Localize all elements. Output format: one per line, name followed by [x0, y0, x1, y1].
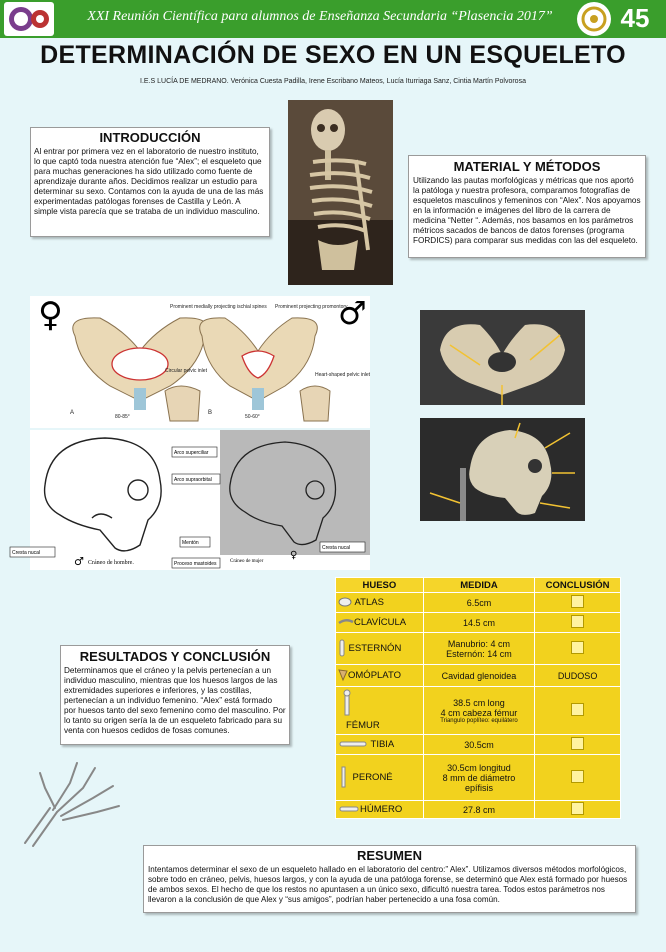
bone-cell: [336, 801, 424, 819]
table-row: [336, 755, 621, 801]
male-symbol-icon: [571, 595, 584, 608]
bone-cell: [336, 593, 424, 613]
female-symbol-icon: [571, 615, 584, 628]
atlas-bone-icon: [338, 597, 352, 609]
conclusion-cell: [535, 735, 621, 755]
female-symbol-icon: [571, 703, 584, 716]
male-skull-symbol: ♂: [74, 555, 84, 568]
hand-bones-drawing: [15, 748, 130, 848]
pelvis-photo: [420, 310, 585, 405]
pelvis-label-ischial: Prominent medially projecting ischial spines: [170, 304, 267, 310]
femur-bone-icon: [342, 690, 352, 720]
female-symbol-icon: [571, 802, 584, 815]
female-symbol-icon: [571, 770, 584, 783]
conclusion-cell: [535, 613, 621, 633]
measure-cell: [423, 755, 534, 801]
measure-cell: [423, 613, 534, 633]
sternum-bone-icon: [338, 639, 346, 659]
header-bone: HUESO: [336, 578, 424, 593]
bone-name: HÚMERO: [360, 804, 403, 816]
measure-cell: [423, 633, 534, 665]
skull-label-menton: Mentón: [182, 540, 199, 546]
bone-cell: [336, 633, 424, 665]
skull-comparison-figure: [12, 430, 370, 570]
table-row: [336, 801, 621, 819]
bone-name: ESTERNÓN: [348, 643, 402, 654]
female-skull-symbol: ♀: [290, 550, 298, 561]
measure-value: Manubrio: 4 cm: [447, 638, 510, 649]
male-symbol-icon: [571, 641, 584, 654]
material-methods-box: [408, 155, 646, 258]
table-row: [336, 665, 621, 687]
measure-note: epífisis: [464, 782, 493, 793]
table-row: [336, 593, 621, 613]
material-methods-text: Utilizando las pautas morfológicas y métricas que nos aportó la patóloga y nuestra profesora, comparamos fotografías de esqueletos masculinos y femeninos con “Alex”. Nos apoyamos en la información e imágenes del libro de la carrera de medicina “Netter “. Además, nos basamos en los parámetros métricos sacados de bancos de datos forenses (programa FORDICS) para comparar sus medidas con las del esqueleto.: [413, 176, 641, 245]
scapula-bone-icon: [338, 669, 348, 683]
pelvis-label-heart: Heart-shaped pelvic inlet: [315, 372, 371, 378]
pelvis-angle-female: 80-85°: [115, 414, 130, 420]
poster-title: DETERMINACIÓN DE SEXO EN UN ESQUELETO: [40, 41, 626, 69]
table-row: [336, 687, 621, 735]
measure-note: Triangulo poplíteo: equilátero: [440, 717, 518, 724]
male-skull-caption: Cráneo de hombre.: [88, 560, 134, 566]
measure-cell: [423, 735, 534, 755]
bone-name: OMÓPLATO: [348, 670, 401, 681]
conclusion-cell: [535, 593, 621, 613]
bone-cell: [336, 755, 424, 801]
measure-value: 14.5 cm: [462, 617, 495, 628]
bone-cell: [336, 613, 424, 633]
table-header-row: [336, 578, 621, 593]
summary-text: Intentamos determinar el sexo de un esqueleto hallado en el laboratorio del centro:” Alex”. Utilizamos diversos métodos morfológicos, sobre todo en cráneo, pelvis, huesos largos, y con la ayuda de una patóloga forense, se determinó que Alex está formado por huesos de ambos sexos. El hecho de que los restos no apuntasen a un único sexo, dificultó nuestra tarea. Todos estos parámetros nos llevaron a la conclusión de que Alex y “sus amigos”, podrían haber pertenecido a una fosa común.: [148, 865, 628, 904]
pelvis-label-promontory: Prominent projecting promontory: [275, 304, 348, 310]
skull-label-cresta-right: Cresta nucal: [322, 545, 351, 551]
conclusion-cell: [535, 801, 621, 819]
male-symbol: ♂: [338, 294, 367, 332]
bones-table: [335, 577, 621, 819]
measure-value: Cavidad glenoidea: [441, 670, 517, 681]
bone-cell: [336, 735, 424, 755]
conclusion-cell: [535, 755, 621, 801]
skeleton-photo: [288, 100, 393, 285]
pelvis-label-a: A: [70, 410, 75, 416]
humerus-bone-icon: [338, 805, 360, 815]
conclusion-cell: [535, 687, 621, 735]
introduction-box: [30, 127, 270, 237]
introduction-text: Al entrar por primera vez en el laboratorio de nuestro instituto, lo que captó toda nuestra atención fue “Alex”; el esqueleto que para muchas generaciones ha sido utilizado como fuente de aprendizaje durante años. Decidimos realizar un estudio para determinar su sexo. Contamos con la ayuda de una de las más experimentadas patólogas forenses de Castilla y León. A simple vista parecía que se trataba de un individuo masculino.: [34, 147, 264, 216]
pelvis-comparison-figure: [30, 296, 370, 428]
authors-line: I.E.S LUCÍA DE MEDRANO. Verónica Cuesta Padilla, Irene Escribano Mateos, Lucía Iturriaga Sanz, Cintia Martín Polvorosa: [140, 78, 526, 85]
measure-value-2: 8 mm de diámetro: [442, 772, 516, 783]
female-symbol: ♀: [38, 295, 63, 335]
bone-name: PERONÉ: [352, 772, 393, 783]
material-methods-heading: MATERIAL Y MÉTODOS: [453, 159, 601, 174]
results-box: [60, 645, 290, 745]
summary-heading: RESUMEN: [356, 848, 422, 863]
clavicle-bone-icon: [338, 618, 354, 628]
male-skull-drawing: [45, 438, 162, 551]
female-symbol-icon: [571, 737, 584, 750]
pelvis-label-circular: Circular pelvic inlet: [165, 368, 207, 374]
measure-value: 27.8 cm: [462, 804, 495, 815]
skull-label-superciliar: Arco superciliar: [174, 450, 209, 456]
summary-box: [143, 845, 636, 913]
table-row: [336, 613, 621, 633]
measure-cell: [423, 593, 534, 613]
table-row: [336, 633, 621, 665]
skull-label-cresta-left: Cresta nucal: [12, 550, 41, 556]
measure-cell: [423, 665, 534, 687]
female-skull-caption: Cráneo de mujer: [230, 559, 264, 564]
conference-logo: [577, 2, 611, 36]
introduction-heading: INTRODUCCIÓN: [99, 130, 201, 145]
pelvis-angle-male: 50-60°: [245, 414, 260, 420]
header-conclusion: CONCLUSIÓN: [535, 578, 621, 593]
poster-number: 45: [620, 3, 650, 33]
measure-cell: [423, 801, 534, 819]
male-pelvis-drawing: [200, 318, 318, 410]
bone-name: FÉMUR: [346, 720, 380, 732]
results-text: Determinamos que el cráneo y la pelvis pertenecían a un individuo masculino, mientras que los huesos largos de las extremidades superiores e inferiores, y las costillas, pertenecían a un individuo femenino. “Alex” está formado por huesos tanto del sexo femenino como del masculino. Por lo tanto su origen sería la de un esqueleto fabricado para su venta con huesos cedidos de fosas comunes.: [64, 666, 286, 735]
conference-title: XXI Reunión Científica para alumnos de Enseñanza Secundaria “Plasencia 2017”: [87, 9, 553, 24]
bone-cell: [336, 687, 424, 735]
school-logo: [4, 2, 54, 36]
measure-value-2: Esternón: 14 cm: [446, 648, 512, 659]
skull-photo: [420, 418, 585, 521]
tibia-bone-icon: [338, 740, 368, 750]
measure-value-2: 4 cm cabeza fémur: [440, 707, 518, 718]
fibula-bone-icon: [338, 766, 350, 790]
bone-name: CLAVÍCULA: [354, 617, 407, 629]
measure-value: 30.5cm: [464, 739, 494, 750]
conclusion-value: DUDOSO: [557, 670, 598, 681]
header-measure: MEDIDA: [423, 578, 534, 593]
skull-label-mastoides: Proceso mastoides: [174, 561, 217, 567]
results-heading: RESULTADOS Y CONCLUSIÓN: [79, 649, 271, 664]
table-row: [336, 735, 621, 755]
measure-value: 30.5cm longitud: [447, 762, 511, 773]
pelvis-label-b: B: [208, 410, 213, 416]
measure-value: 38.5 cm long: [453, 697, 505, 708]
bone-name: TIBIA: [370, 739, 395, 751]
bone-name: ATLAS: [354, 597, 384, 608]
conclusion-cell: [535, 633, 621, 665]
bone-cell: [336, 665, 424, 687]
skull-label-supraorbital: Arco supraorbital: [174, 477, 212, 483]
conclusion-cell: [535, 665, 621, 687]
measure-value: 6.5cm: [466, 597, 492, 608]
measure-cell: [423, 687, 534, 735]
